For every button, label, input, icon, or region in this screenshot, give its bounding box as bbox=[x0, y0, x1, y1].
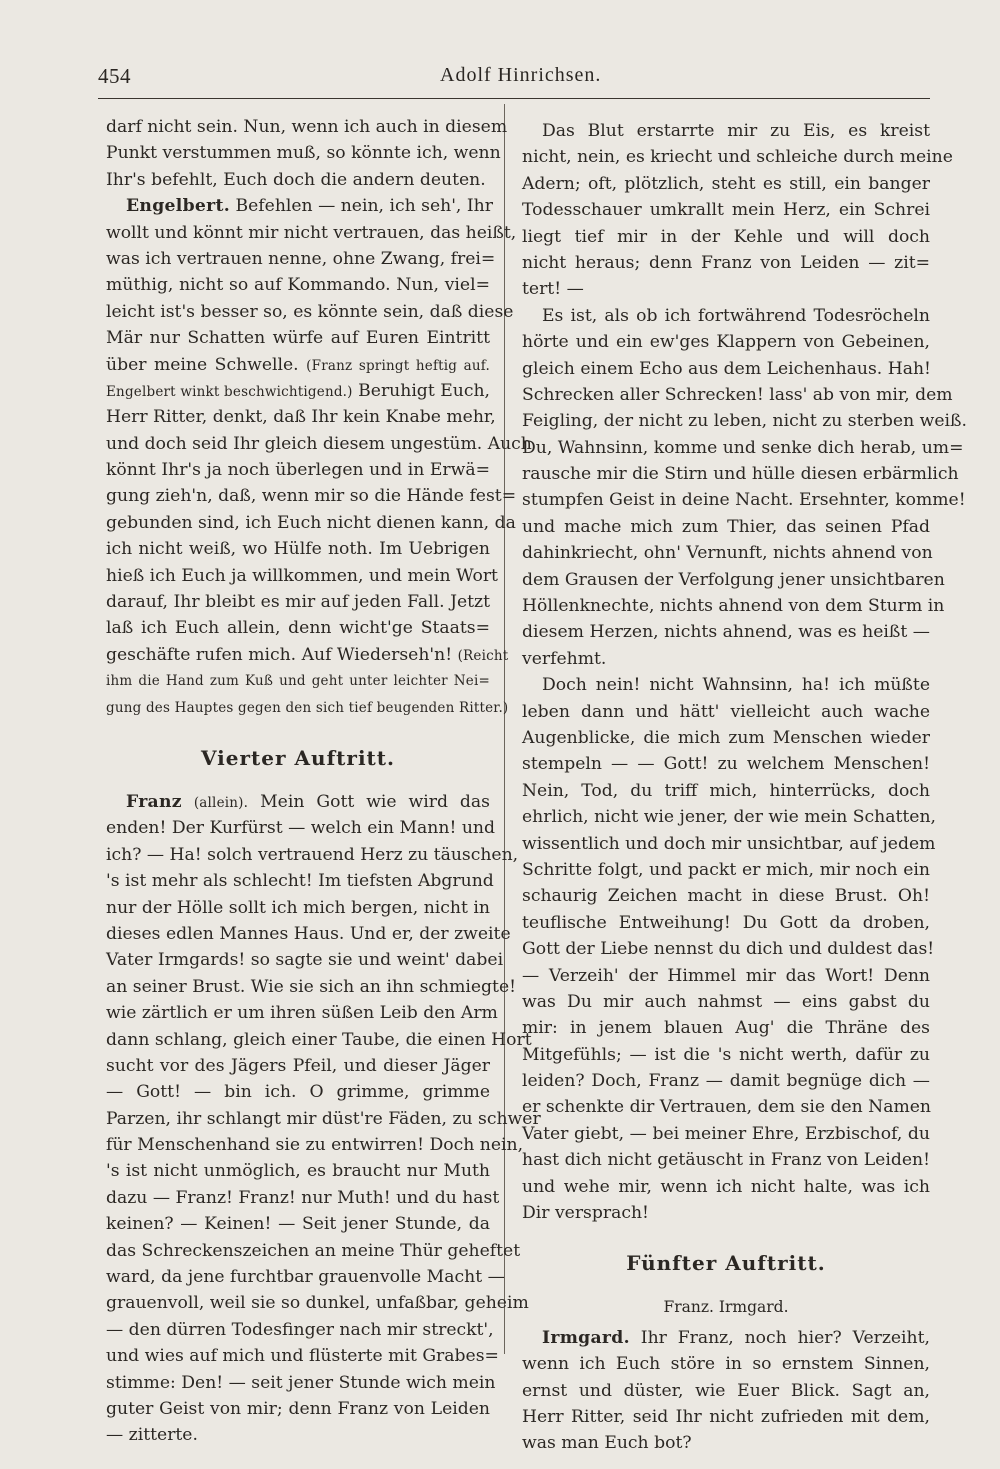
text-line: an seiner Brust. Wie sie sich an ihn schmiegte! bbox=[106, 976, 517, 997]
text-line: Es ist, als ob ich fortwährend Todesröcheln bbox=[542, 305, 930, 326]
text-line: schaurig Zeichen macht in diese Brust. Oh! bbox=[522, 886, 930, 907]
stage-direction: Engelbert winkt beschwichtigend.) bbox=[106, 383, 353, 400]
text-line: dazu — Franz! Franz! nur Muth! und du hast bbox=[106, 1187, 500, 1208]
text-line: hast dich nicht getäuscht in Franz von Leiden! bbox=[522, 1150, 930, 1171]
text-line: er schenkte dir Vertrauen, dem sie den Namen bbox=[522, 1097, 931, 1118]
text-line: Adern; oft, plötzlich, steht es still, ein banger bbox=[522, 173, 930, 194]
text-line: Vater Irmgards! so sagte sie und weint' dabei bbox=[106, 950, 504, 971]
column-divider bbox=[504, 104, 505, 1354]
text-line: 's ist nicht unmöglich, es braucht nur Muth bbox=[106, 1161, 490, 1182]
text-line: verfehmt. bbox=[522, 648, 607, 669]
text-line: liegt tief mir in der Kehle und will doch bbox=[522, 226, 930, 247]
speech-text: Ihr Franz, noch hier? Verzeiht, bbox=[640, 1327, 930, 1348]
text-line: stimme: Den! — seit jener Stunde wich mein bbox=[106, 1372, 496, 1393]
text-line: enden! Der Kurfürst — welch ein Mann! und bbox=[106, 818, 495, 839]
text-line: Ihr's befehlt, Euch doch die andern deuten. bbox=[106, 169, 486, 190]
text-line: Schritte folgt, und packt er mich, mir noch ein bbox=[522, 859, 930, 880]
stage-direction: (Reicht bbox=[457, 647, 509, 664]
text-line: teuflische Entweihung! Du Gott da droben, bbox=[522, 912, 930, 933]
text-line: Todesschauer umkrallt mein Herz, ein Schrei bbox=[522, 200, 930, 221]
text-line: mir: in jenem blauen Aug' die Thräne des bbox=[522, 1018, 930, 1039]
text-line: Nein, Tod, du triff mich, hinterrücks, doch bbox=[522, 780, 930, 801]
stage-direction: (allein). bbox=[193, 794, 249, 811]
text-line: für Menschenhand sie zu entwirren! Doch nein, bbox=[106, 1135, 524, 1156]
header-rule bbox=[98, 98, 930, 99]
speech-text: geschäfte rufen mich. Auf Wiederseh'n! bbox=[106, 644, 453, 665]
speech-text: Befehlen — nein, ich seh', Ihr bbox=[235, 196, 493, 217]
text-line: guter Geist von mir; denn Franz von Leiden bbox=[106, 1398, 490, 1419]
text-line: — zitterte. bbox=[106, 1425, 198, 1446]
text-line: wollt und könnt mir nicht vertrauen, das heißt, bbox=[106, 222, 517, 243]
page-header bbox=[98, 60, 930, 96]
text-line: ehrlich, nicht wie jener, der wie mein Schatten, bbox=[522, 807, 936, 828]
text-line: wissentlich und doch mir unsichtbar, auf jedem bbox=[522, 833, 936, 854]
running-head: Adolf Hinrichsen. bbox=[440, 64, 602, 86]
text-line-with-stage bbox=[106, 352, 490, 378]
text-line: Doch nein! nicht Wahnsinn, ha! ich müßte bbox=[542, 675, 930, 696]
scene-heading: Vierter Auftritt. bbox=[201, 745, 395, 770]
text-line: könnt Ihr's ja noch überlegen und in Erwä= bbox=[106, 460, 490, 481]
speech-line bbox=[522, 1325, 930, 1351]
text-line: Punkt verstummen muß, so könnte ich, wenn bbox=[106, 143, 501, 164]
text-line: Höllenknechte, nichts ahnend von dem Sturm in bbox=[522, 596, 945, 617]
text-line: das Schreckenszeichen an meine Thür geheftet bbox=[106, 1240, 521, 1261]
text-line: Mitgefühls; — ist die 's nicht werth, dafür zu bbox=[522, 1044, 930, 1065]
text-line: gebunden sind, ich Euch nicht dienen kann, da bbox=[106, 512, 516, 533]
text-line: laß ich Euch allein, denn wicht'ge Staats= bbox=[106, 618, 490, 639]
text-line: Parzen, ihr schlangt mir düst're Fäden, zu schwer bbox=[106, 1108, 541, 1129]
text-line: keinen? — Keinen! — Seit jener Stunde, da bbox=[106, 1214, 490, 1235]
text-line: dahinkriecht, ohn' Vernunft, nichts ahnend von bbox=[522, 543, 933, 564]
text-line: Gott der Liebe nennst du dich und duldest das! bbox=[522, 939, 935, 960]
text-line: ich? — Ha! solch vertrauend Herz zu täuschen, bbox=[106, 844, 519, 865]
text-line-with-stage bbox=[106, 378, 490, 404]
speech-text: Beruhigt Euch, bbox=[358, 380, 490, 401]
text-line-with-stage bbox=[106, 642, 509, 668]
text-line: ich nicht weiß, wo Hülfe noth. Im Uebrigen bbox=[106, 539, 490, 560]
text-line: Augenblicke, die mich zum Menschen wieder bbox=[522, 727, 930, 748]
text-line: ward, da jene furchtbar grauenvolle Macht — bbox=[106, 1267, 505, 1288]
stage-direction: (Franz springt heftig auf. bbox=[306, 357, 490, 374]
text-line: was ich vertrauen nenne, ohne Zwang, frei= bbox=[106, 248, 496, 269]
text-line: und wies auf mich und flüsterte mit Grabes= bbox=[106, 1346, 499, 1367]
speech-line bbox=[106, 193, 493, 219]
text-line: und wehe mir, wenn ich nicht halte, was ich bbox=[522, 1176, 930, 1197]
speech-line bbox=[106, 789, 490, 815]
text-line: was man Euch bot? bbox=[522, 1433, 692, 1454]
stage-direction-line: ihm die Hand zum Kuß und geht unter leichter Nei= bbox=[106, 673, 490, 690]
text-line: sucht vor des Jägers Pfeil, und dieser Jäger bbox=[106, 1055, 490, 1076]
cast-list: Franz. Irmgard. bbox=[663, 1298, 789, 1317]
speaker-name: Irmgard. bbox=[542, 1327, 630, 1348]
text-line: und mache mich zum Thier, das seinen Pfad bbox=[522, 516, 930, 537]
text-line: dem Grausen der Verfolgung jener unsichtbaren bbox=[522, 569, 945, 590]
text-line: stumpfen Geist in deine Nacht. Ersehnter, komme! bbox=[522, 490, 966, 511]
text-line: leben dann und hätt' vielleicht auch wache bbox=[522, 701, 930, 722]
text-line: Herr Ritter, denkt, daß Ihr kein Knabe mehr, bbox=[106, 407, 496, 428]
text-line: Herr Ritter, seid Ihr nicht zufrieden mit dem, bbox=[522, 1406, 930, 1427]
text-line: Vater giebt, — bei meiner Ehre, Erzbischof, du bbox=[522, 1123, 930, 1144]
speech-text: über meine Schwelle. bbox=[106, 354, 299, 375]
text-line: — Gott! — bin ich. O grimme, grimme bbox=[106, 1082, 490, 1103]
text-line: dieses edlen Mannes Haus. Und er, der zweite bbox=[106, 923, 511, 944]
right-column bbox=[522, 118, 967, 1457]
text-line: tert! — bbox=[522, 279, 584, 300]
text-line: leicht ist's besser so, es könnte sein, daß diese bbox=[106, 301, 514, 322]
text-line: gung zieh'n, daß, wenn mir so die Hände fest= bbox=[106, 486, 517, 507]
text-line: ernst und düster, wie Euer Blick. Sagt an, bbox=[522, 1380, 930, 1401]
text-line: — den dürren Todesfinger nach mir streckt', bbox=[106, 1319, 494, 1340]
speaker-name: Franz bbox=[126, 791, 182, 812]
text-line: Du, Wahnsinn, komme und senke dich herab, um= bbox=[522, 437, 964, 458]
text-line: leiden? Doch, Franz — damit begnüge dich — bbox=[522, 1071, 930, 1092]
scene-heading: Fünfter Auftritt. bbox=[626, 1251, 826, 1276]
text-line: nur der Hölle sollt ich mich bergen, nicht in bbox=[106, 897, 490, 918]
text-line: hieß ich Euch ja willkommen, und mein Wort bbox=[106, 565, 498, 586]
text-line: diesem Herzen, nichts ahnend, was es heißt — bbox=[522, 622, 930, 643]
text-line: Feigling, der nicht zu leben, nicht zu sterben weiß. bbox=[522, 411, 967, 432]
page-number: 454 bbox=[98, 64, 131, 88]
text-line: Schrecken aller Schrecken! lass' ab von mir, dem bbox=[522, 384, 953, 405]
text-line: rausche mir die Stirn und hülle diesen erbärmlich bbox=[522, 464, 959, 485]
speaker-name: Engelbert. bbox=[126, 196, 231, 217]
text-line: und doch seid Ihr gleich diesem ungestüm. Auch bbox=[106, 433, 532, 454]
text-line: hörte und ein ew'ges Klappern von Gebeinen, bbox=[522, 332, 930, 353]
text-line: 's ist mehr als schlecht! Im tiefsten Abgrund bbox=[106, 871, 494, 892]
text-line: was Du mir auch nahmst — eins gabst du bbox=[522, 991, 930, 1012]
text-line: stempeln — — Gott! zu welchem Menschen! bbox=[522, 754, 930, 775]
stage-direction-line: gung des Hauptes gegen den sich tief beugenden Ritter.) bbox=[106, 699, 509, 716]
text-line: wie zärtlich er um ihren süßen Leib den Arm bbox=[106, 1003, 498, 1024]
text-line: dann schlang, gleich einer Taube, die einen Hort bbox=[106, 1029, 532, 1050]
text-line: grauenvoll, weil sie so dunkel, unfaßbar, geheim bbox=[106, 1293, 529, 1314]
text-line: darauf, Ihr bleibt es mir auf jeden Fall. Jetzt bbox=[106, 592, 490, 613]
text-line: müthig, nicht so auf Kommando. Nun, viel= bbox=[106, 275, 490, 296]
text-line: nicht, nein, es kriecht und schleiche durch meine bbox=[522, 147, 953, 168]
text-line: darf nicht sein. Nun, wenn ich auch in diesem bbox=[106, 117, 508, 137]
text-line: nicht heraus; denn Franz von Leiden — zit= bbox=[522, 252, 930, 273]
text-line: Mär nur Schatten würfe auf Euren Eintritt bbox=[106, 328, 490, 349]
text-line: Dir versprach! bbox=[522, 1203, 649, 1224]
text-line: gleich einem Echo aus dem Leichenhaus. Hah! bbox=[522, 358, 931, 379]
speech-text: Mein Gott wie wird das bbox=[260, 791, 490, 812]
text-line: wenn ich Euch störe in so ernstem Sinnen, bbox=[522, 1354, 930, 1375]
left-column bbox=[106, 114, 541, 1449]
text-line: Das Blut erstarrte mir zu Eis, es kreist bbox=[542, 121, 930, 141]
text-line: — Verzeih' der Himmel mir das Wort! Denn bbox=[522, 965, 930, 986]
